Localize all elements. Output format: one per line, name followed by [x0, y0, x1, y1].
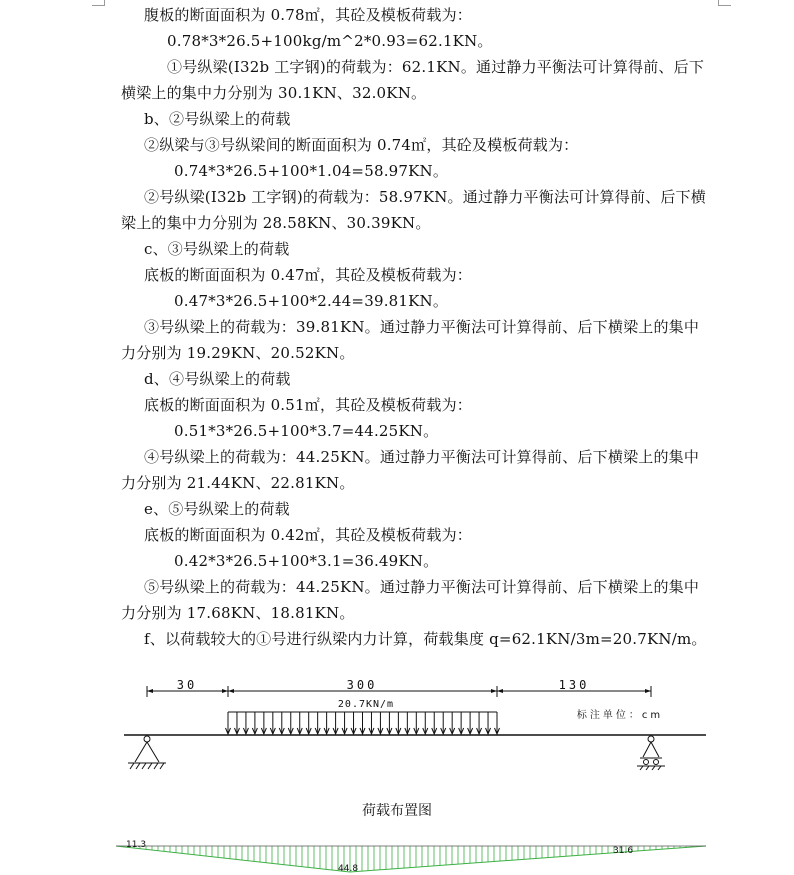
- formula-line: 0.42*3*26.5+100*3.1=36.49KN。: [174, 552, 439, 570]
- text-line: 底板的断面面积为 0.42㎡，其砼及模板荷载为：: [144, 526, 472, 544]
- text-line: ⑤号纵梁上的荷载为：44.25KN。通过静力平衡法可计算得前、后下横梁上的集中: [144, 578, 700, 596]
- formula-line: 0.51*3*26.5+100*3.7=44.25KN。: [174, 422, 439, 440]
- dimension-arrowhead: [497, 689, 503, 693]
- text-line: 腹板的断面面积为 0.78㎡，其砼及模板荷载为：: [144, 6, 472, 24]
- text-line: ②号纵梁(I32b 工字钢)的荷载为：58.97KN。通过静力平衡法可计算得前、后下横: [144, 188, 706, 206]
- dimension-arrowhead: [222, 689, 228, 693]
- text-line: ①号纵梁(I32b 工字钢)的荷载为：62.1KN。通过静力平衡法可计算得前、后下: [167, 58, 705, 76]
- text-line: f、以荷载较大的①号进行纵梁内力计算，荷载集度 q=62.1KN/3m=20.7KN/m。: [144, 630, 707, 648]
- formula-line: 0.78*3*26.5+100kg/m^2*0.93=62.1KN。: [167, 32, 493, 50]
- right-roller-support-icon: [637, 736, 665, 770]
- load-arrows: [226, 712, 500, 734]
- dimension-label-right: 130: [558, 678, 590, 692]
- moment-label-right: 31.6: [613, 846, 634, 856]
- dimension-arrowhead: [147, 689, 153, 693]
- text-line: 力分别为 17.68KN、18.81KN。: [121, 604, 355, 622]
- dimension-arrowhead: [491, 689, 497, 693]
- dimension-label-middle: 300: [346, 678, 378, 692]
- load-intensity-label: 20.7KN/m: [337, 699, 395, 710]
- figure-caption: 荷载布置图: [362, 803, 432, 819]
- text-line: 底板的断面面积为 0.47㎡，其砼及模板荷载为：: [144, 266, 472, 284]
- dimension-arrowhead: [645, 689, 651, 693]
- dimension-label-left: 30: [176, 678, 198, 692]
- section-heading: b、②号纵梁上的荷载: [144, 110, 291, 128]
- moment-label-left: 11.3: [126, 840, 147, 850]
- text-line: 横梁上的集中力分别为 30.1KN、32.0KN。: [121, 84, 427, 102]
- text-line: 力分别为 19.29KN、20.52KN。: [121, 344, 355, 362]
- left-pin-support-icon: [128, 736, 166, 769]
- text-line: 底板的断面面积为 0.51㎡，其砼及模板荷载为：: [144, 396, 472, 414]
- section-heading: c、③号纵梁上的荷载: [144, 240, 290, 258]
- text-line: ④号纵梁上的荷载为：44.25KN。通过静力平衡法可计算得前、后下横梁上的集中: [144, 448, 700, 466]
- text-line: ③号纵梁上的荷载为：39.81KN。通过静力平衡法可计算得前、后下横梁上的集中: [144, 318, 700, 336]
- formula-line: 0.74*3*26.5+100*1.04=58.97KN。: [174, 162, 449, 180]
- text-line: 梁上的集中力分别为 28.58KN、30.39KN。: [121, 214, 431, 232]
- text-line: ②纵梁与③号纵梁间的断面面积为 0.74㎡，其砼及模板荷载为：: [144, 136, 579, 154]
- text-line: 力分别为 21.44KN、22.81KN。: [121, 474, 355, 492]
- section-heading: d、④号纵梁上的荷载: [144, 370, 291, 388]
- section-heading: e、⑤号纵梁上的荷载: [144, 500, 290, 518]
- dimension-arrowhead: [228, 689, 234, 693]
- unit-note: 标注单位：cm: [576, 710, 664, 721]
- moment-label-max: 44.8: [338, 864, 359, 874]
- formula-line: 0.47*3*26.5+100*2.44=39.81KN。: [174, 292, 449, 310]
